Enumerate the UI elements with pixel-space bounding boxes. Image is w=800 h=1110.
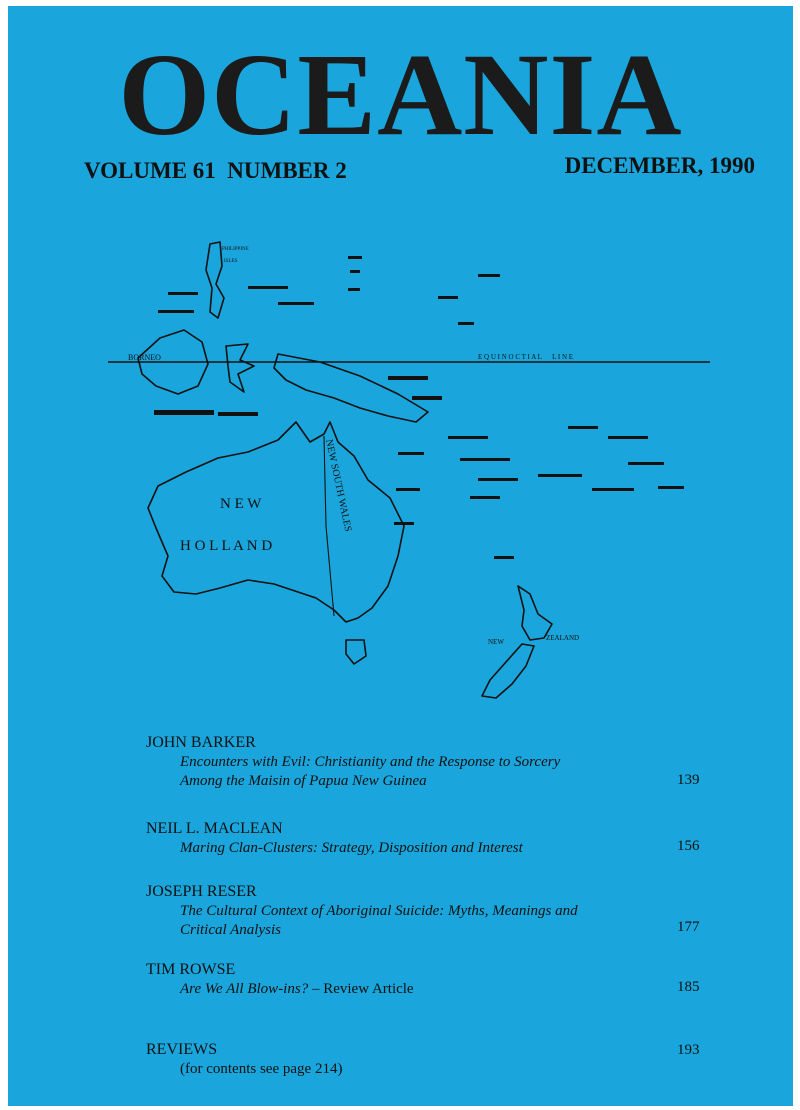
contents-entry (146, 882, 746, 940)
author-name: TIM ROWSE (146, 961, 236, 978)
page-number: 156 (677, 838, 700, 854)
article-title (146, 980, 650, 999)
journal-title: OCEANIA (118, 29, 683, 160)
article-title-plain: – Review Article (308, 981, 414, 997)
sulawesi-outline (226, 344, 254, 392)
article-title-line: Maring Clan-Clusters: Strategy, Disposition and Interest (180, 840, 523, 856)
reviews-note: (for contents see page 214) (180, 1061, 343, 1077)
reviews-entry (146, 1040, 746, 1079)
philippines-outline (206, 242, 224, 318)
article-title-italic: Are We All Blow-ins? (180, 981, 309, 997)
map-label-new: N E W (220, 496, 262, 512)
map-label-borneo: BORNEO (128, 353, 161, 362)
page-number: 193 (677, 1042, 700, 1058)
page-number: 139 (677, 772, 700, 788)
article-title-line: Critical Analysis (180, 922, 281, 938)
oceania-map (98, 226, 718, 726)
article-title-line: Encounters with Evil: Christianity and the Response to Sorcery (180, 754, 561, 770)
article-title-line: The Cultural Context of Aboriginal Suicide: Myths, Meanings and (180, 903, 578, 919)
author-name: NEIL L. MACLEAN (146, 820, 283, 837)
volume-number: VOLUME 61 NUMBER 2 (84, 158, 347, 183)
new-zealand-south-outline (482, 644, 534, 698)
australia-outline (148, 422, 404, 622)
article-title (146, 902, 650, 940)
map-label-new-zealand-2: ZEALAND (546, 634, 580, 642)
contents-entry (146, 819, 746, 858)
map-label-philippine: PHILIPPINE (222, 247, 249, 252)
author-name: JOHN BARKER (146, 734, 256, 751)
author-name: JOSEPH RESER (146, 883, 257, 900)
tasmania-outline (346, 640, 366, 664)
new-guinea-outline (274, 354, 428, 422)
contents-entry (146, 960, 746, 999)
issue-date: DECEMBER, 1990 (564, 153, 755, 178)
map-label-equinoctial: E Q U I N O C T I A L L I N E (478, 353, 574, 361)
map-label-holland: H O L L A N D (180, 538, 273, 554)
article-title (146, 839, 650, 858)
new-zealand-north-outline (518, 586, 552, 640)
journal-cover (8, 6, 793, 1106)
article-title (146, 753, 650, 791)
contents-entry (146, 733, 746, 791)
page-number: 177 (677, 919, 700, 935)
map-label-nsw: NEW SOUTH WALES (323, 438, 354, 533)
reviews-label: REVIEWS (146, 1041, 218, 1058)
article-title-line: Among the Maisin of Papua New Guinea (180, 773, 427, 789)
map-label-isles: ISLES (224, 259, 238, 264)
map-label-new-zealand-1: NEW (488, 638, 504, 646)
page-number: 185 (677, 979, 700, 995)
